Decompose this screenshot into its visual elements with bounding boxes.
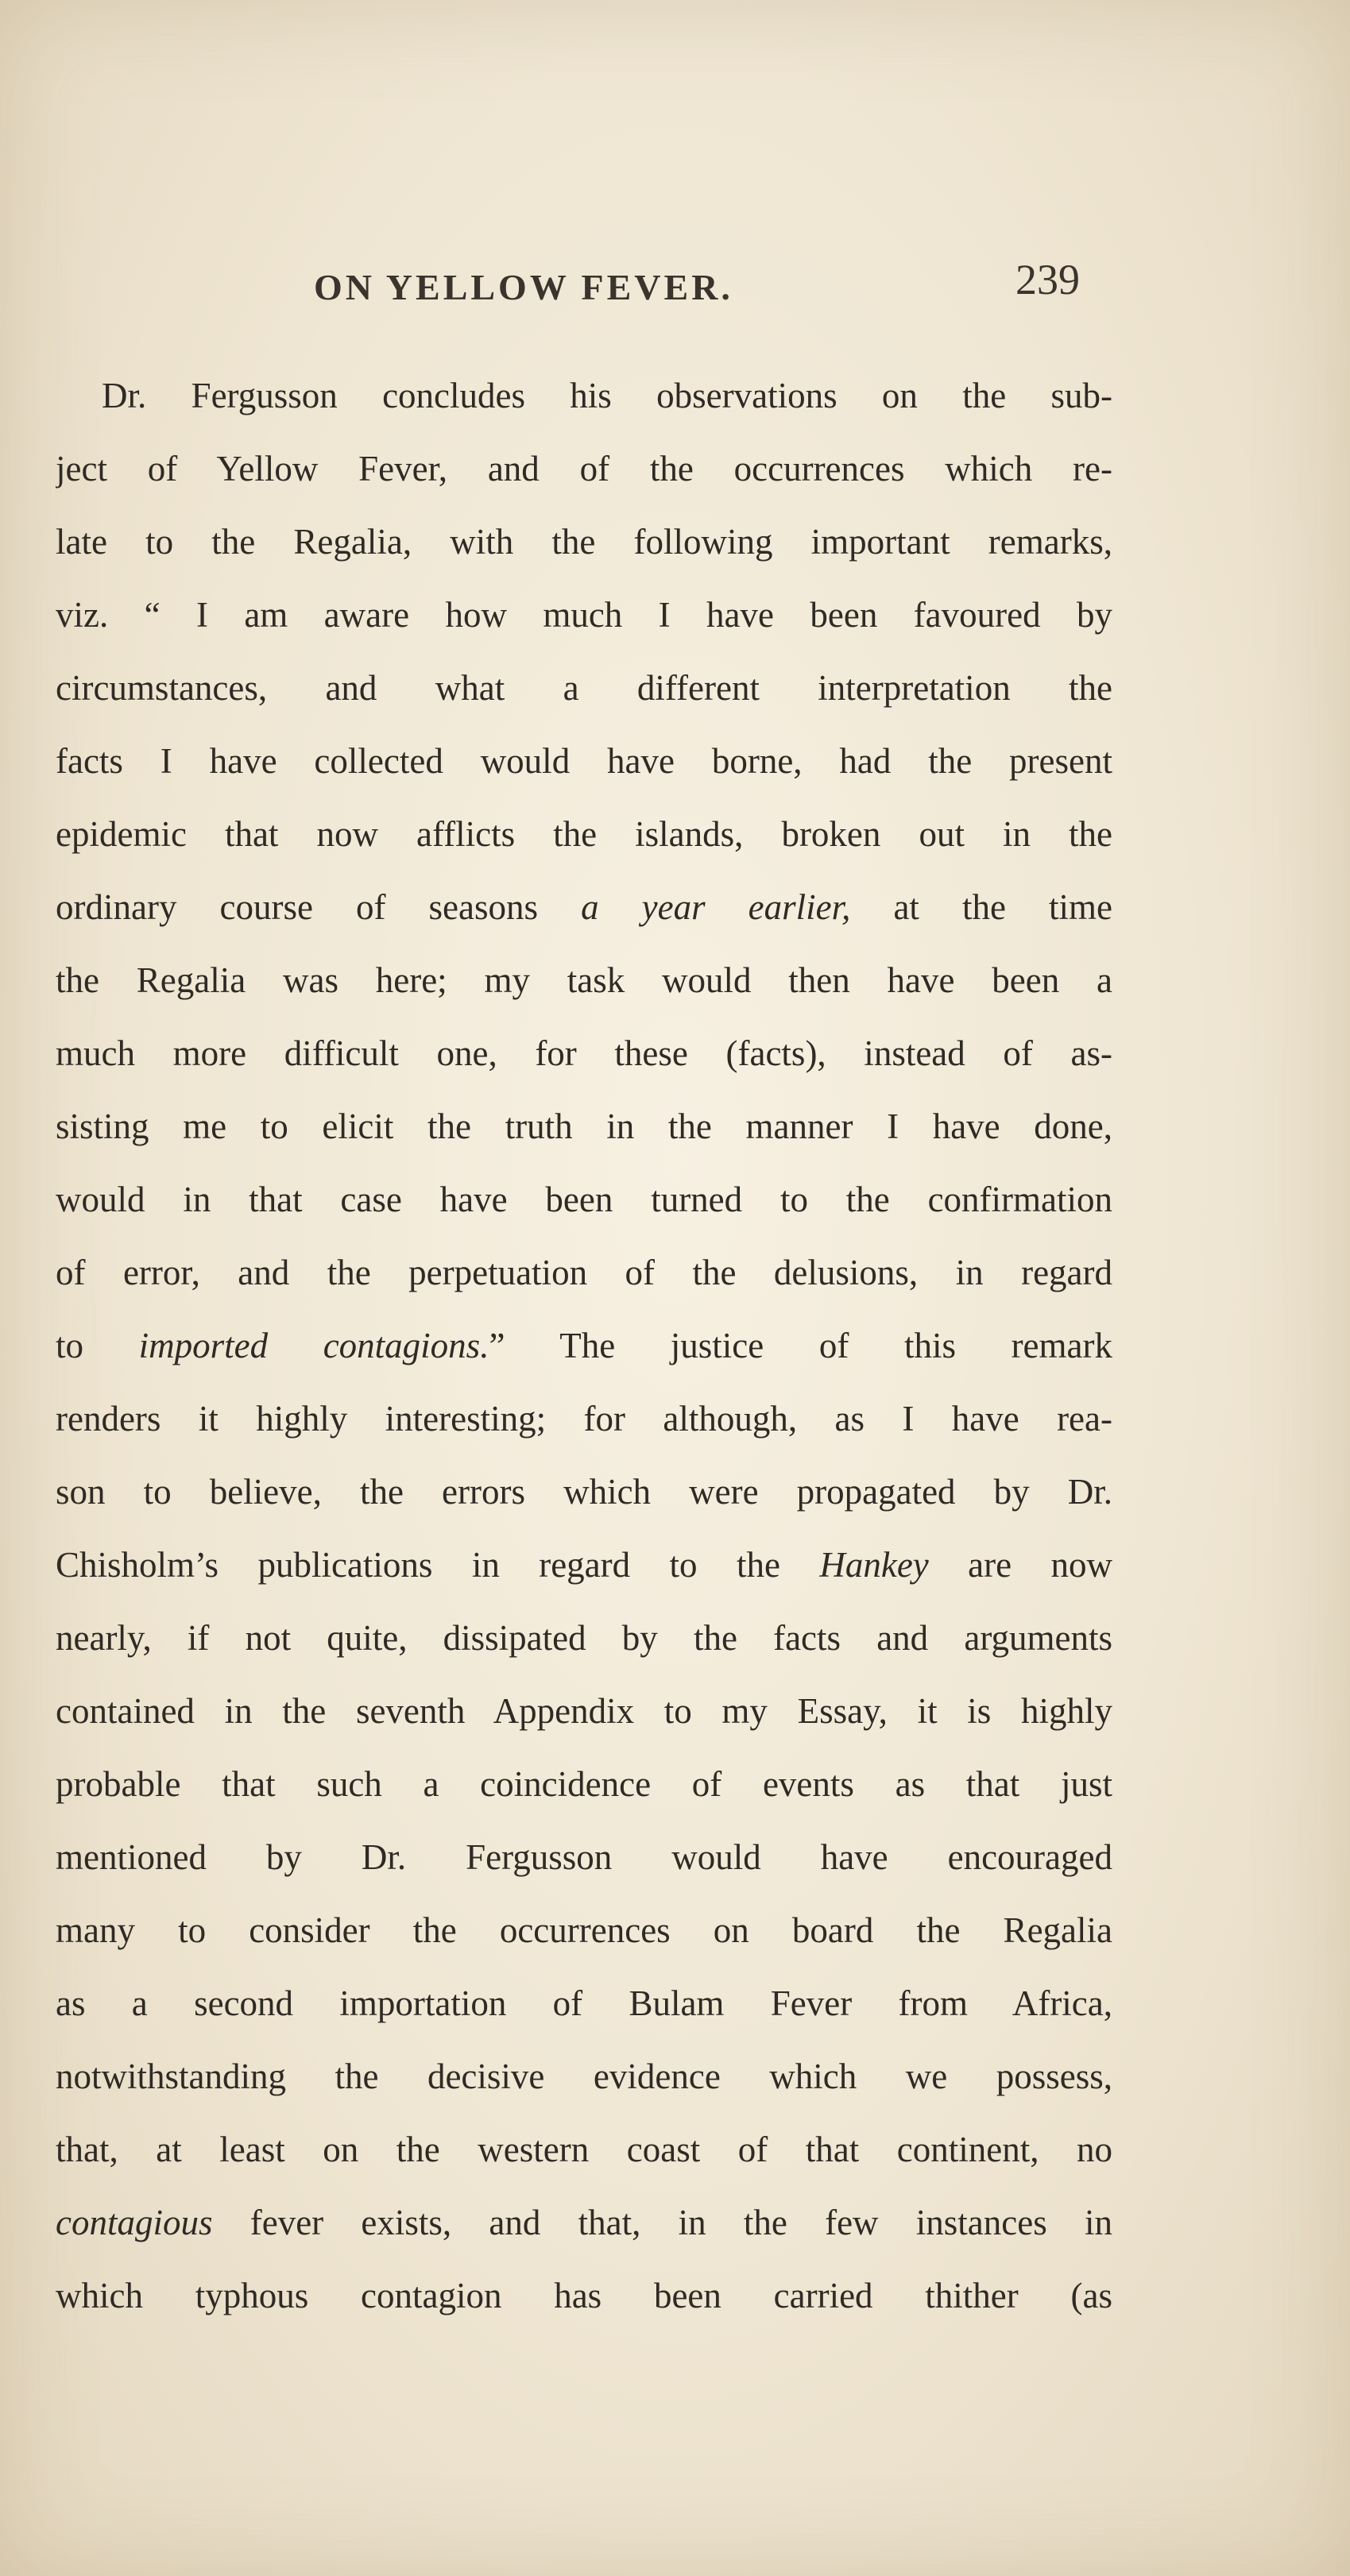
page-number: 239 (1015, 256, 1080, 303)
text-line: contained in the seventh Appendix to my Essay, it is highly (56, 1691, 1112, 1731)
text-line: viz. “ I am aware how much I have been favoured by (56, 595, 1112, 635)
body-text (56, 359, 1112, 2332)
text-line: nearly, if not quite, dissipated by the facts and arguments (56, 1618, 1112, 1658)
italic-text: a year earlier, (581, 887, 851, 927)
running-head: ON YELLOW FEVER. (314, 267, 733, 307)
text-line: renders it highly interesting; for although, as I have rea- (56, 1399, 1112, 1439)
text-line: epidemic that now afflicts the islands, broken out in the (56, 814, 1112, 854)
text-line: to imported contagions.” The justice of this remark (56, 1326, 1112, 1365)
page-header (0, 256, 1350, 330)
text-line: son to believe, the errors which were propagated by Dr. (56, 1472, 1112, 1512)
text-line: many to consider the occurrences on board the Regalia (56, 1910, 1112, 1950)
text-line: Dr. Fergusson concludes his observations on the sub- (102, 376, 1112, 415)
text-line: late to the Regalia, with the following important remarks, (56, 522, 1112, 562)
text-line: ject of Yellow Fever, and of the occurrences which re- (56, 449, 1112, 489)
text-line: circumstances, and what a different interpretation the (56, 668, 1112, 708)
italic-text: Hankey (819, 1545, 929, 1585)
text-line: of error, and the perpetuation of the delusions, in regard (56, 1253, 1112, 1292)
italic-text: contagious (56, 2203, 213, 2242)
text-line: sisting me to elicit the truth in the manner I have done, (56, 1106, 1112, 1146)
text-line: contagious fever exists, and that, in the few instances in (56, 2203, 1112, 2242)
text-line: as a second importation of Bulam Fever from Africa, (56, 1983, 1112, 2023)
text-line: would in that case have been turned to the confirmation (56, 1180, 1112, 1219)
text-line: notwithstanding the decisive evidence which we possess, (56, 2057, 1112, 2096)
text-line: much more difficult one, for these (facts), instead of as- (56, 1033, 1112, 1073)
text-line: probable that such a coincidence of events as that just (56, 1764, 1112, 1804)
text-line: mentioned by Dr. Fergusson would have encouraged (56, 1837, 1112, 1877)
italic-text: imported contagions. (138, 1326, 489, 1365)
text-line: Chisholm’s publications in regard to the Hankey are now (56, 1545, 1112, 1585)
text-line: facts I have collected would have borne, had the present (56, 741, 1112, 781)
text-line: which typhous contagion has been carried thither (as (56, 2276, 1112, 2315)
text-line: that, at least on the western coast of that continent, no (56, 2130, 1112, 2169)
text-line: ordinary course of seasons a year earlier, at the time (56, 887, 1112, 927)
text-line: the Regalia was here; my task would then have been a (56, 960, 1112, 1000)
